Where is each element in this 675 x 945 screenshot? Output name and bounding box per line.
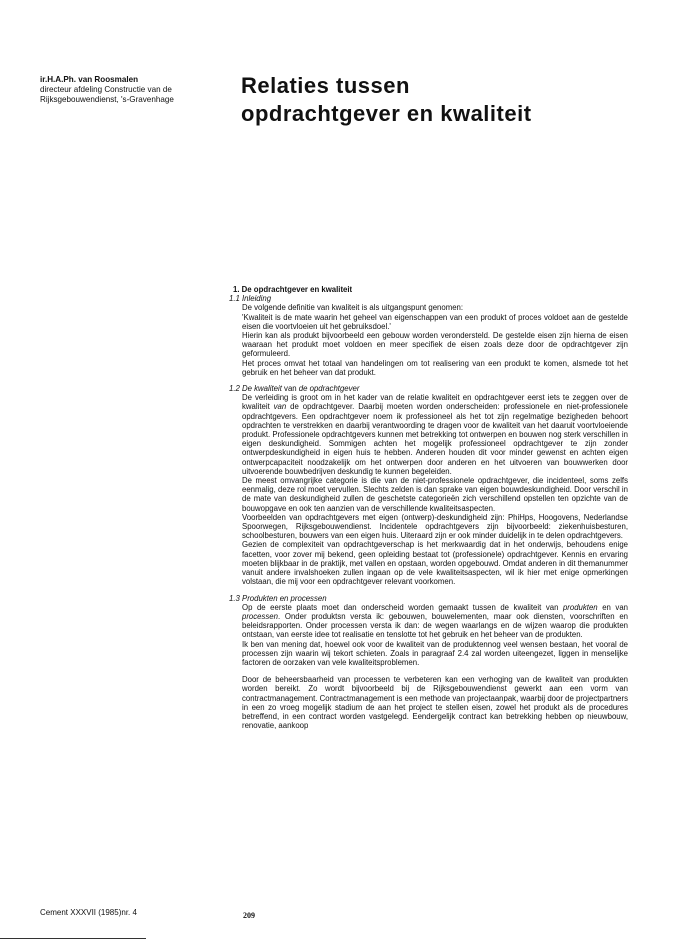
paragraph: De volgende definitie van kwaliteit is als uitgangspunt genomen: (242, 303, 464, 313)
author-affiliation-line2: Rijksgebouwendienst, 's-Gravenhage (40, 95, 174, 104)
author-name: ir.H.A.Ph. van Roosmalen (40, 75, 139, 84)
footer-divider (0, 938, 146, 939)
text-emphasis: produkten (562, 602, 598, 612)
article-body (229, 285, 628, 730)
text-run: en van (597, 602, 628, 612)
heading-part: 1.2 De kwaliteit (229, 384, 282, 394)
subsection-heading-1-2 (229, 384, 628, 393)
page-number: 209 (243, 911, 255, 920)
paragraph: De meest omvangrijke categorie is die van de niet-professionele opdrachtgever, die incidenteel, soms zelfs eenmalig, deze rol moet vervullen. Slechts zelden is dan sprake van eigen bouwdeskundigheid. Door verschil in de mate van deskundigheid zullen de geschetste categorieën zich verschillend opstellen ten opzichte van de bouwopgave en ook ten aanzien van de verschillende kwaliteitsaspecten. (242, 476, 628, 513)
paragraph: Hierin kan als produkt bijvoorbeeld een gebouw worden verondersteld. De gestelde eisen zijn hierna de eisen waaraan het produkt moet voldoen en meer specifiek de eisen zoals deze door de opdrachtgever zijn geformuleerd. (242, 331, 628, 359)
subsection-heading-1-3: 1.3 Produkten en processen (229, 593, 327, 603)
article-title (241, 72, 532, 128)
text-run: de opdrachtgever. Daarbij moeten worden onderscheiden: professionele en niet-professionele opdrachtgevers. Een opdrachtgever noem ik professioneel als het tot zijn regelmatige bezigheden behoort opdrachten te verstrekken en daarbij verantwoording te dragen voor de kwaliteit van het daaruit voortvloeiende produkt. Professionele opdrachtgevers kunnen met betrekking tot ontwerpen en bouwen nog sterk verschillen in eigen deskundigheid. Sommigen achten het mogelijk professioneel opdrachtgever te zijn zonder ontwerpdeskundigheid in eigen huis te hebben. Anderen houden dit voor minder gewenst en achten eigen ontwerpcapaciteit noodzakelijk om het ontwerpen door anderen en het uitvoeren van bouwwerken door uitvoerende bouwbedrijven deskundig te kunnen begeleiden. (242, 402, 628, 476)
author-affiliation-line1: directeur afdeling Constructie van de (40, 85, 172, 94)
paragraph (229, 393, 628, 476)
title-line2: opdrachtgever en kwaliteit (241, 101, 532, 126)
author-block (40, 75, 220, 105)
text-emphasis: processen (242, 611, 278, 621)
paragraph: Gezien de complexiteit van opdrachtgeverschap is het merkwaardig dat in het onderwijs, behoudens enige facetten, voor zover mij bekend, geen opleiding bestaat tot (professionele) opdrachtgever. Kennis en ervaring moeten blijkbaar in de praktijk, met vallen en opstaan, worden opgebouwd. Omdat anderen in dit themanummer vanuit andere invalshoeken zullen ingaan op de vele kwaliteitsaspecten, wil ik hier met enige opmerkingen volstaan, die mij voor een opdrachtgever relevant voorkomen. (242, 540, 628, 587)
section-heading: 1. De opdrachtgever en kwaliteit (233, 285, 353, 294)
text-run: Op de eerste plaats moet dan onderscheid worden gemaakt tussen de kwaliteit van (242, 602, 563, 612)
journal-reference: Cement XXXVII (1985)nr. 4 (40, 908, 137, 917)
heading-part: de opdrachtgever (298, 384, 360, 394)
paragraph (229, 603, 628, 640)
paragraph: Het proces omvat het totaal van handelingen om tot realisering van een produkt te komen, alsmede tot het gebruik en het beheer van dat produkt. (242, 358, 628, 377)
text-emphasis: van (273, 402, 287, 412)
text-run: De verleiding is groot om in het kader van de relatie kwaliteit en opdrachtgever eerst iets te zeggen over de kwaliteit (242, 393, 628, 412)
title-line1: Relaties tussen (241, 73, 410, 98)
text-run: . Onder produktsn versta ik: gebouwen, bouwelementen, maar ook diensten, voorschriften en beleidsrapporten. Onder processen versta ik dan: de wegen waarlangs en de wijzen waarop die produkten ontstaan, van eerste idee tot realisatie en tenslotte tot het gebruik en het beheer van de produkten. (242, 611, 628, 640)
paragraph: Ik ben van mening dat, hoewel ook voor de kwaliteit van de produktennog veel wensen bestaan, het vooral de processen zijn waarin wij tekort schieten. Zoals in paragraaf 2.4 zal worden uiteengezet, liggen in menselijke factoren de oorzaken van vele kwaliteitsproblemen. (242, 639, 628, 667)
heading-part: van (281, 384, 299, 394)
paragraph: 'Kwaliteit is de mate waarin het geheel van eigenschappen van een produkt of proces voldoet aan de gestelde eisen die voortvloeien uit het gebruiksdoel.' (242, 312, 628, 331)
subsection-heading-1-1: 1.1 Inleiding (229, 294, 272, 304)
paragraph: Door de beheersbaarheid van processen te verbeteren kan een verhoging van de kwaliteit van produkten worden bereikt. Zo wordt bijvoorbeeld bij de Rijksgebouwendienst gewerkt aan een vorm van contractmanagement. Contractmanagement is een methode van projectaanpak, waarbij door de projectpartners in een zo vroeg mogelijk stadium de aan het project te stellen eisen, zowel het produkt als de procedures betreffend, in een contract worden vastgelegd. Eendergelijk contract kan betrekking hebben op nieuwbouw, renovatie, aankoop (242, 675, 628, 731)
paragraph: Voorbeelden van opdrachtgevers met eigen (ontwerp)-deskundigheid zijn: PhiHps, Hoogovens, Nederlandse Spoorwegen, Rijksgebouwendienst. Incidentele opdrachtgevers zijn bijvoorbeeld: ziekenhuisbesturen, schoolbesturen, bouwers van een eigen huis. Uiteraard zijn er ook minder duidelijk in te delen opdrachtgevers. (242, 512, 628, 541)
